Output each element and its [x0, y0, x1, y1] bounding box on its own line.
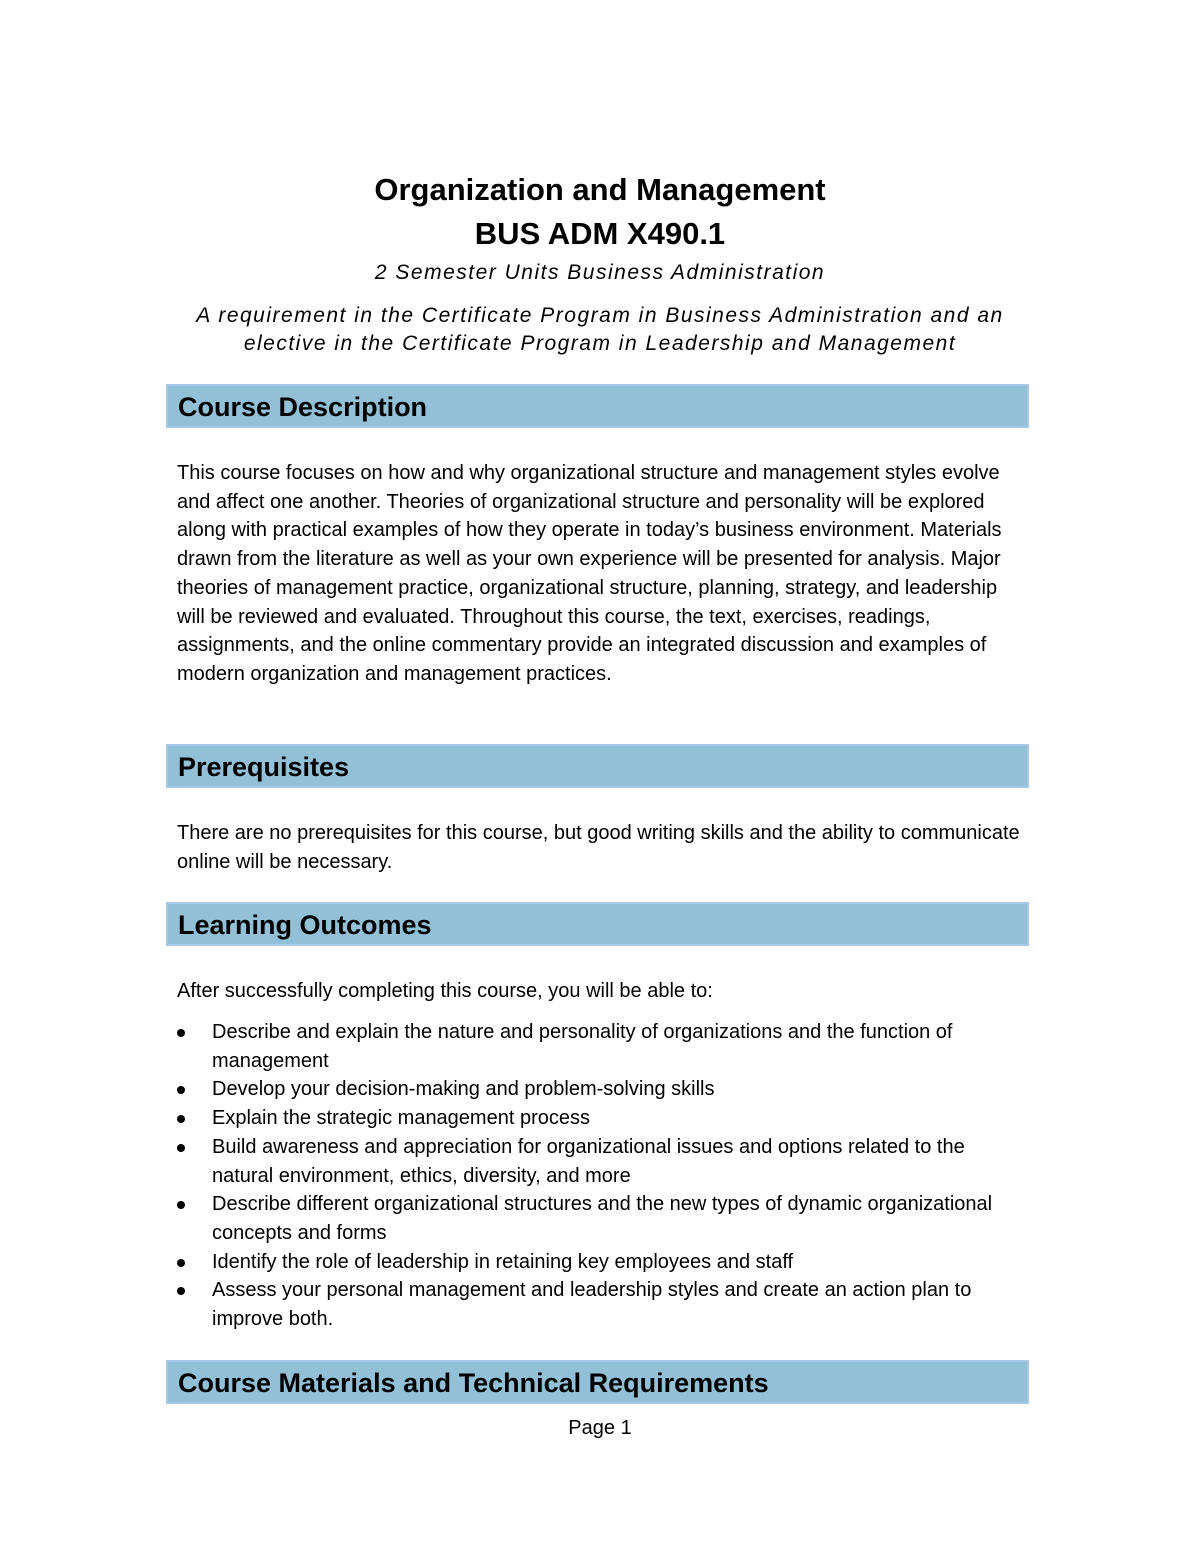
document-header	[0, 168, 1200, 358]
course-description-text: This course focuses on how and why organizational structure and management styles evolve and affect one another. Theories of organizational structure and personality will be explored along with practical examples of how they operate in today’s business environment. Materials drawn from the literature as well as your own experience will be presented for analysis. Major theories of management practice, organizational structure, planning, strategy, and leadership will be reviewed and evaluated. Throughout this course, the text, exercises, readings, assignments, and the online commentary provide an integrated discussion and examples of modern organization and management practices.	[177, 462, 1002, 685]
document-title: Organization and Management	[374, 172, 826, 207]
bullet-icon	[177, 1144, 185, 1152]
list-item	[177, 1018, 1027, 1075]
section-heading-label: Course Description	[178, 392, 428, 422]
list-item	[177, 1276, 1027, 1333]
bullet-icon	[177, 1029, 185, 1037]
list-item-text: Develop your decision-making and problem-solving skills	[212, 1078, 715, 1101]
program-requirement: A requirement in the Certificate Program in Business Administration and an elective in the Certificate Program in Leadership and Management	[196, 304, 1004, 355]
section-heading-prerequisites	[166, 744, 1029, 788]
list-item-text: Identify the role of leadership in retaining key employees and staff	[212, 1250, 794, 1273]
list-item	[177, 1133, 1027, 1190]
list-item	[177, 1075, 1027, 1104]
learning-outcomes-intro: After successfully completing this course, you will be able to:	[177, 980, 713, 1002]
page-number: Page 1	[568, 1417, 632, 1439]
list-item	[177, 1248, 1027, 1277]
bullet-icon	[177, 1115, 185, 1123]
section-heading-label: Learning Outcomes	[178, 910, 432, 940]
list-item-text: Describe and explain the nature and personality of organizations and the function of management	[212, 1021, 953, 1072]
bullet-icon	[177, 1287, 185, 1295]
prerequisites-text: There are no prerequisites for this course, but good writing skills and the ability to communicate online will be necessary.	[177, 822, 1020, 873]
learning-outcomes-list	[177, 1018, 1027, 1334]
section-heading-label: Course Materials and Technical Requirements	[178, 1368, 769, 1398]
section-heading-course-description	[166, 384, 1029, 428]
bullet-icon	[177, 1201, 185, 1209]
course-units: 2 Semester Units Business Administration	[374, 261, 826, 284]
section-heading-course-materials	[166, 1360, 1029, 1404]
list-item	[177, 1190, 1027, 1247]
section-heading-label: Prerequisites	[178, 752, 350, 782]
list-item-text: Explain the strategic management process	[212, 1107, 590, 1130]
bullet-icon	[177, 1259, 185, 1267]
list-item-text: Assess your personal management and leadership styles and create an action plan to improve both.	[212, 1279, 972, 1331]
list-item-text: Describe different organizational structures and the new types of dynamic organizational concepts and forms	[212, 1193, 993, 1244]
list-item	[177, 1104, 1027, 1133]
list-item-text: Build awareness and appreciation for organizational issues and options related to the natural environment, ethics, diversity, and more	[212, 1135, 965, 1187]
bullet-icon	[177, 1086, 185, 1094]
section-heading-learning-outcomes	[166, 902, 1029, 946]
course-code: BUS ADM X490.1	[474, 216, 726, 251]
